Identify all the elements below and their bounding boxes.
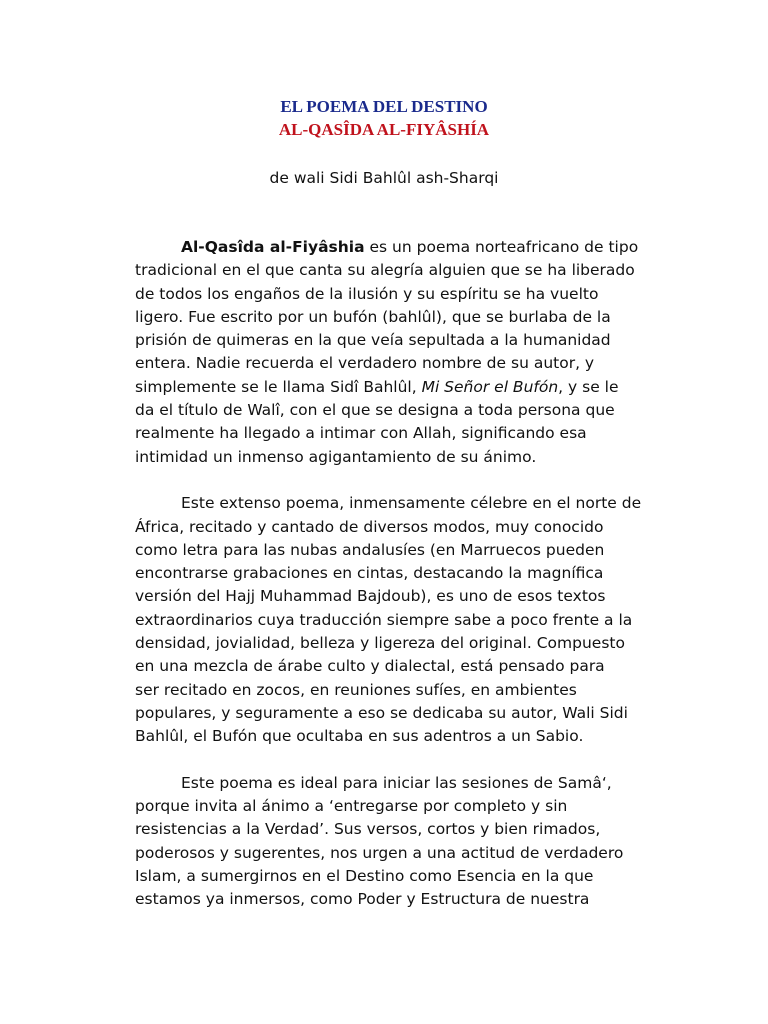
text-line: porque invita al ánimo a ‘entregarse por completo y sin xyxy=(135,797,568,816)
text-line: entera. Nadie recuerda el verdadero nombre de su autor, y xyxy=(135,354,595,373)
text-line: encontrarse grabaciones en cintas, destacando la magnífica xyxy=(135,564,604,583)
text-line: simplemente se le llama Sidî Bahlûl, Mi Señor el Bufón, y se le xyxy=(135,377,619,396)
text-line: de todos los engaños de la ilusión y su espíritu se ha vuelto xyxy=(135,284,599,303)
text-line: prisión de quimeras en la que veía sepultada a la humanidad xyxy=(135,331,611,350)
paragraph xyxy=(135,492,642,748)
text-line: África, recitado y cantado de diversos modos, muy conocido xyxy=(135,517,604,536)
bold-term: Al-Qasîda al-Fiyâshia xyxy=(181,238,365,256)
text-line: resistencias a la Verdad’. Sus versos, cortos y bien rimados, xyxy=(135,820,601,839)
text-line: intimidad un inmenso agigantamiento de su ánimo. xyxy=(135,447,537,466)
text-line: poderosos y sugerentes, nos urgen a una actitud de verdadero xyxy=(135,843,624,862)
text-line: tradicional en el que canta su alegría alguien que se ha liberado xyxy=(135,261,635,280)
title-block xyxy=(0,95,768,141)
text-line: Este poema es ideal para iniciar las sesiones de Samâ‘, xyxy=(181,773,612,792)
text-line: ligero. Fue escrito por un bufón (bahlûl), que se burlaba de la xyxy=(135,307,611,326)
text-line: Este extenso poema, inmensamente célebre en el norte de xyxy=(181,494,642,513)
text-line: Islam, a sumergirnos en el Destino como Esencia en la que xyxy=(135,867,594,886)
text-line: Bahlûl, el Bufón que ocultaba en sus adentros a un Sabio. xyxy=(135,727,584,746)
author-line: de wali Sidi Bahlûl ash-Sharqi xyxy=(269,169,499,187)
text-line: como letra para las nubas andalusíes (en Marruecos pueden xyxy=(135,540,605,559)
text-line: realmente ha llegado a intimar con Allah, significando esa xyxy=(135,424,587,443)
document-subtitle: AL-QASÎDA AL-FIYÂSHÍA xyxy=(278,120,490,139)
italic-term: Mi Señor el Bufón xyxy=(421,377,559,396)
text-line: da el título de Walî, con el que se designa a toda persona que xyxy=(135,401,615,420)
text-line: populares, y seguramente a eso se dedicaba su autor, Wali Sidi xyxy=(135,703,628,722)
paragraph xyxy=(135,236,639,469)
body-text xyxy=(135,236,642,935)
text-line: densidad, jovialidad, belleza y ligereza del original. Compuesto xyxy=(135,634,625,653)
text-line: ser recitado en zocos, en reuniones sufíes, en ambientes xyxy=(135,680,577,699)
text-line: Al-Qasîda al-Fiyâshia es un poema norteafricano de tipo xyxy=(181,238,639,256)
text-line: estamos ya inmersos, como Poder y Estructura de nuestra xyxy=(135,890,590,909)
paragraph xyxy=(135,772,635,912)
document-title: EL POEMA DEL DESTINO xyxy=(280,97,488,116)
text-line: en una mezcla de árabe culto y dialectal, está pensado para xyxy=(135,657,605,676)
text-line: versión del Hajj Muhammad Bajdoub), es uno de esos textos xyxy=(135,587,606,606)
text-line: extraordinarios cuya traducción siempre sabe a poco frente a la xyxy=(135,610,633,629)
